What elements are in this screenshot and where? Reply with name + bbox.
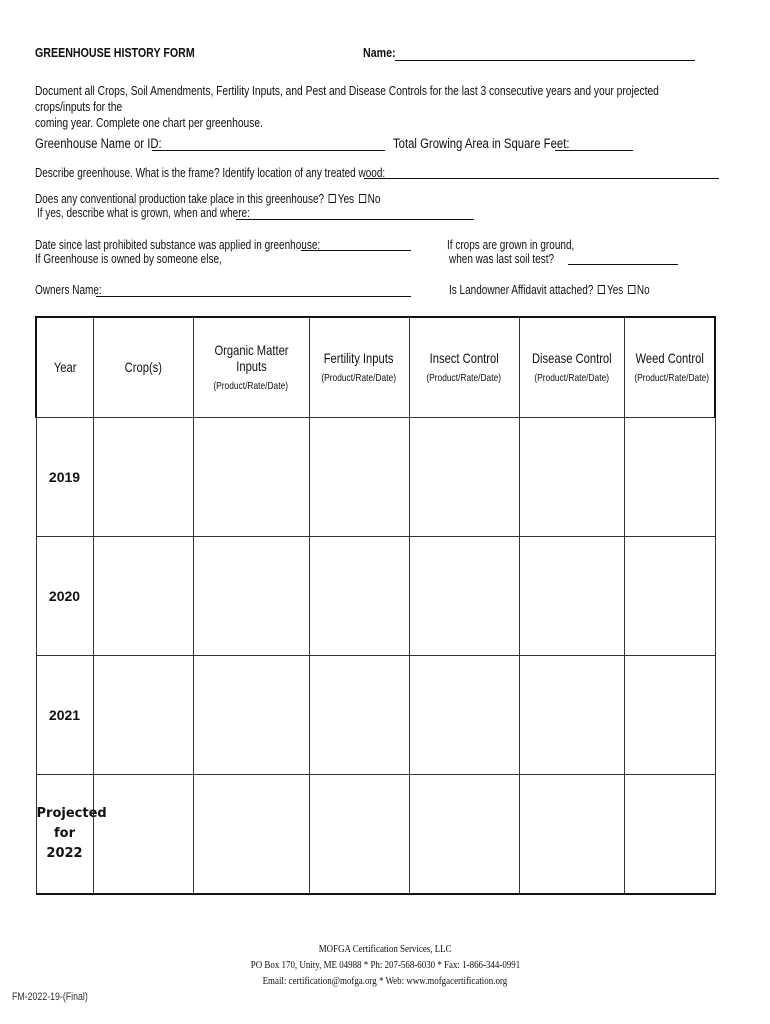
table-row [36, 537, 715, 656]
instructions-line-1: Document all Crops, Soil Amendments, Fertility Inputs, and Pest and Disease Controls for the last 3 consecutive years and your projected crops/inputs for the [35, 84, 659, 114]
greenhouse-name-label: Greenhouse Name or ID: [35, 136, 162, 151]
header-disease-control: Disease Control (Product/Rate/Date) [519, 317, 624, 418]
form-title: GREENHOUSE HISTORY FORM [35, 45, 195, 60]
table-row [36, 775, 715, 895]
entry-cell[interactable] [409, 775, 519, 895]
entry-cell[interactable] [624, 418, 715, 537]
entry-cell[interactable] [309, 775, 409, 895]
header-insect-control: Insect Control (Product/Rate/Date) [409, 317, 519, 418]
year-cell: 2021 [36, 656, 93, 775]
entry-cell[interactable] [193, 418, 309, 537]
footer-org: MOFGA Certification Services, LLC [318, 944, 452, 955]
footer-contact: Email: certification@mofga.org * Web: www.mofgacertification.org [262, 976, 508, 987]
year-cell: 2020 [36, 537, 93, 656]
entry-cell[interactable] [624, 537, 715, 656]
entry-cell[interactable] [519, 537, 624, 656]
header-crops: Crop(s) [93, 317, 193, 418]
entry-cell[interactable] [93, 775, 193, 895]
no-checkbox[interactable] [359, 194, 366, 203]
describe-greenhouse-field[interactable] [364, 178, 719, 179]
affidavit-yes-checkbox[interactable] [598, 285, 605, 294]
header-year: Year [36, 317, 93, 418]
greenhouse-name-field[interactable] [152, 150, 385, 151]
projected-year: 2022 [46, 846, 83, 861]
entry-cell[interactable] [624, 775, 715, 895]
total-area-label: Total Growing Area in Square Feet: [393, 136, 570, 151]
owners-name-field[interactable] [96, 296, 411, 297]
entry-cell[interactable] [519, 775, 624, 895]
entry-cell[interactable] [93, 656, 193, 775]
affidavit-no-checkbox[interactable] [628, 285, 635, 294]
owned-by-other-label: If Greenhouse is owned by someone else, [35, 252, 222, 266]
header-weed-control: Weed Control (Product/Rate/Date) [624, 317, 715, 418]
entry-cell[interactable] [93, 537, 193, 656]
entry-cell[interactable] [193, 775, 309, 895]
if-yes-field[interactable] [236, 219, 474, 220]
entry-cell[interactable] [409, 537, 519, 656]
soil-test-label: when was last soil test? [449, 252, 555, 266]
owners-name-label: Owners Name: [35, 283, 102, 297]
prohibited-substance-field[interactable] [301, 250, 411, 251]
affidavit-question [449, 283, 650, 297]
soil-test-field[interactable] [568, 264, 678, 265]
name-label: Name: [363, 45, 396, 60]
entry-cell[interactable] [93, 418, 193, 537]
affidavit-no-label: No [636, 283, 650, 297]
entry-cell[interactable] [519, 418, 624, 537]
yes-label: Yes [337, 192, 355, 206]
table-row [36, 418, 715, 537]
entry-cell[interactable] [409, 418, 519, 537]
footer-address: PO Box 170, Unity, ME 04988 * Ph: 207-568-6030 * Fax: 1-866-344-0991 [250, 960, 520, 971]
entry-cell[interactable] [624, 656, 715, 775]
describe-greenhouse-label: Describe greenhouse. What is the frame? Identify location of any treated wood: [35, 166, 386, 180]
conventional-question [35, 192, 380, 206]
entry-cell[interactable] [409, 656, 519, 775]
no-label: No [367, 192, 381, 206]
table-row [36, 656, 715, 775]
conventional-label: Does any conventional production take place in this greenhouse? [35, 192, 325, 206]
header-organic-matter: Organic Matter Inputs (Product/Rate/Date) [193, 317, 309, 418]
entry-cell[interactable] [309, 656, 409, 775]
projected-year-cell [36, 775, 107, 895]
table-header-row [36, 317, 715, 418]
total-area-field[interactable] [555, 150, 633, 151]
header-fertility: Fertility Inputs (Product/Rate/Date) [309, 317, 409, 418]
projected-word: Projected [36, 806, 107, 821]
if-yes-label: If yes, describe what is grown, when and where: [37, 206, 250, 220]
affidavit-yes-label: Yes [606, 283, 624, 297]
year-cell: 2019 [36, 418, 93, 537]
entry-cell[interactable] [309, 537, 409, 656]
prohibited-substance-label: Date since last prohibited substance was applied in greenhouse: [35, 238, 321, 252]
form-code: FM-2022-19-(Final) [12, 991, 88, 1003]
entry-cell[interactable] [193, 537, 309, 656]
entry-cell[interactable] [519, 656, 624, 775]
instructions-line-2: coming year. Complete one chart per greenhouse. [35, 116, 263, 130]
affidavit-label: Is Landowner Affidavit attached? [449, 283, 594, 297]
instructions [35, 83, 707, 131]
entry-cell[interactable] [309, 418, 409, 537]
history-table [35, 316, 716, 895]
entry-cell[interactable] [193, 656, 309, 775]
yes-checkbox[interactable] [329, 194, 336, 203]
projected-for: for [54, 826, 75, 841]
crops-in-ground-label: If crops are grown in ground, [447, 238, 575, 252]
name-field[interactable] [395, 60, 695, 61]
